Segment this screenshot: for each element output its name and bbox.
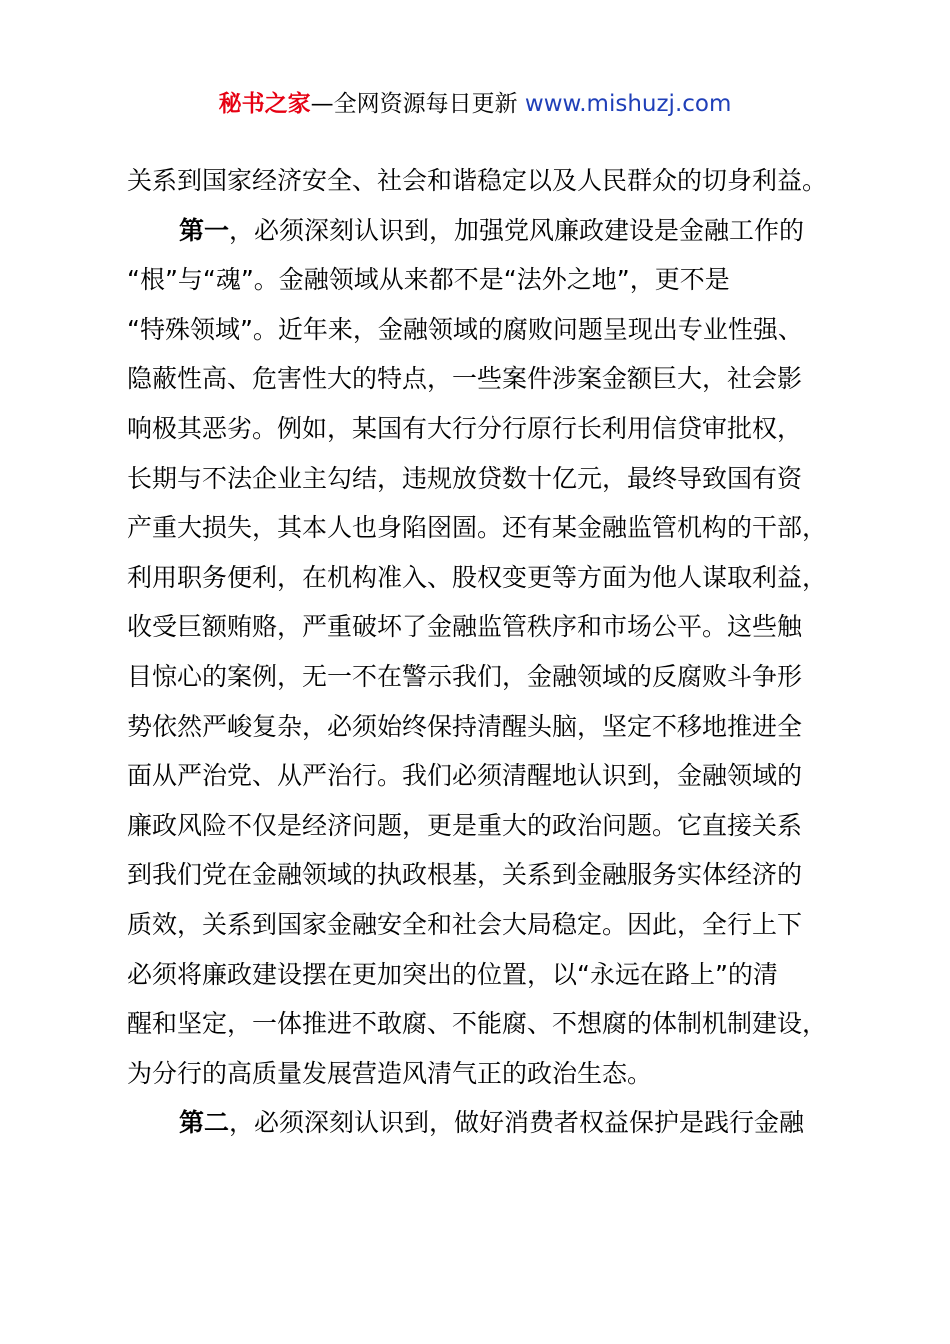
text-line: 醒和坚定，一体推进不敢腐、不能腐、不想腐的体制机制建设， [127, 1009, 828, 1039]
text-line: 必须将廉政建设摆在更加突出的位置，以“永远在路上”的清 [127, 959, 778, 989]
site-brand: 秘书之家 [218, 91, 311, 117]
page-header [0, 86, 950, 122]
text-line: 廉政风险不仅是经济问题，更是重大的政治问题。它直接关系 [127, 810, 803, 840]
text-line: ，必须深刻认识到，加强党风廉政建设是金融工作的 [229, 215, 805, 245]
text-line: 收受巨额贿赂，严重破坏了金融监管秩序和市场公平。这些触 [127, 612, 803, 642]
paragraph-lead-first: 第一 [179, 215, 230, 245]
text-line: 长期与不法企业主勾结，违规放贷数十亿元，最终导致国有资 [127, 463, 803, 493]
text-line: 到我们党在金融领域的执政根基，关系到金融服务实体经济的 [127, 860, 803, 890]
text-line: 目惊心的案例，无一不在警示我们，金融领域的反腐败斗争形 [127, 661, 803, 691]
text-line: “根”与“魂”。金融领域从来都不是“法外之地”，更不是 [127, 265, 730, 295]
paragraph-lead-second: 第二 [179, 1108, 230, 1138]
text-line: “特殊领域”。近年来，金融领域的腐败问题呈现出专业性强、 [127, 314, 803, 344]
text-line: 质效，关系到国家金融安全和社会大局稳定。因此，全行上下 [127, 909, 803, 939]
document-body [127, 156, 837, 1148]
text-line: 隐蔽性高、危害性大的特点，一些案件涉案金额巨大，社会影 [127, 364, 803, 394]
text-line: 势依然严峻复杂，必须始终保持清醒头脑，坚定不移地推进全 [127, 711, 803, 741]
text-line: 关系到国家经济安全、社会和谐稳定以及人民群众的切身利益。 [127, 166, 828, 195]
paragraph-second-opening [127, 1098, 837, 1148]
paragraph-first-opening [127, 206, 837, 256]
text-line: 面从严治党、从严治行。我们必须清醒地认识到，金融领域的 [127, 761, 803, 791]
text-line: ，必须深刻认识到，做好消费者权益保护是践行金融 [229, 1108, 805, 1138]
text-line: 产重大损失，其本人也身陷囹圄。还有某金融监管机构的干部， [127, 513, 828, 543]
text-line: 为分行的高质量发展营造风清气正的政治生态。 [127, 1058, 653, 1088]
site-tagline: —全网资源每日更新 [310, 91, 525, 117]
text-line: 响极其恶劣。例如，某国有大行分行原行长利用信贷审批权， [127, 413, 803, 443]
text-line: 利用职务便利，在机构准入、股权变更等方面为他人谋取利益， [127, 562, 828, 592]
site-url[interactable]: www.mishuzj.com [524, 91, 732, 117]
